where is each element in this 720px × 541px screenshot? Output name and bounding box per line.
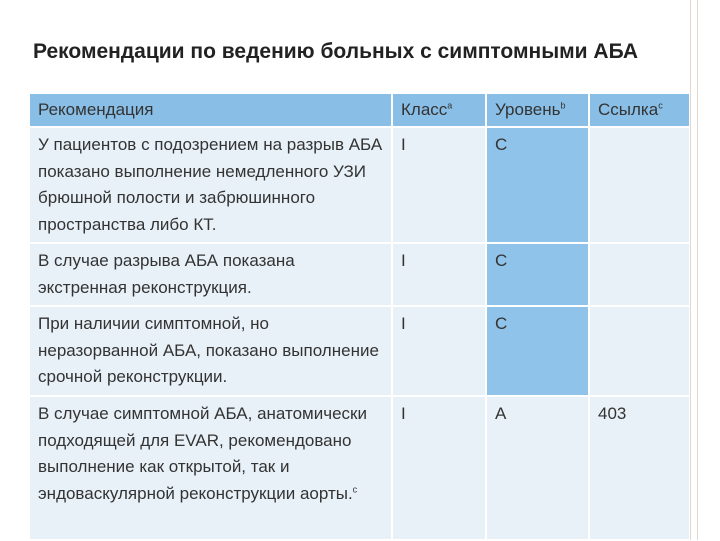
cell-level: C [487,244,588,305]
cell-level: C [487,307,588,395]
cell-reference: 403 [590,397,689,539]
cell-reference [590,244,689,305]
page-title: Рекомендации по ведению больных с симптомными АБА [33,40,639,63]
recommendations-table-wrap [28,92,687,528]
header-level: Уровень$^b$ [487,94,588,126]
cell-recommendation: В случае симптомной АБА, анатомически подходящей для EVAR, рекомендовано выполнение как открытой, так и эндоваскулярной реконструкции аорты.$^c$ [30,397,391,539]
cell-recommendation: При наличии симптомной, но неразорванной АБА, показано выполнение срочной реконструкции. [30,307,391,395]
cell-class: I [393,128,485,242]
cell-class: I [393,397,485,539]
frame-line-right [697,0,698,540]
table-row [30,128,689,242]
cell-class: I [393,244,485,305]
cell-level: A [487,397,588,539]
cell-recommendation: В случае разрыва АБА показана экстренная реконструкция. [30,244,391,305]
cell-class: I [393,307,485,395]
cell-recommendation: У пациентов с подозрением на разрыв АБА показано выполнение немедленного УЗИ брюшной полости и забрюшинного пространства либо КТ. [30,128,391,242]
header-recommendation: Рекомендация [30,94,391,126]
table-row [30,244,689,305]
header-reference: Ссылка$^c$ [590,94,689,126]
recommendations-table [28,92,691,541]
header-class: Класс$^a$ [393,94,485,126]
table-row [30,307,689,395]
table-row [30,397,689,539]
cell-reference [590,307,689,395]
table-header-row [30,94,689,126]
cell-reference [590,128,689,242]
cell-level: C [487,128,588,242]
